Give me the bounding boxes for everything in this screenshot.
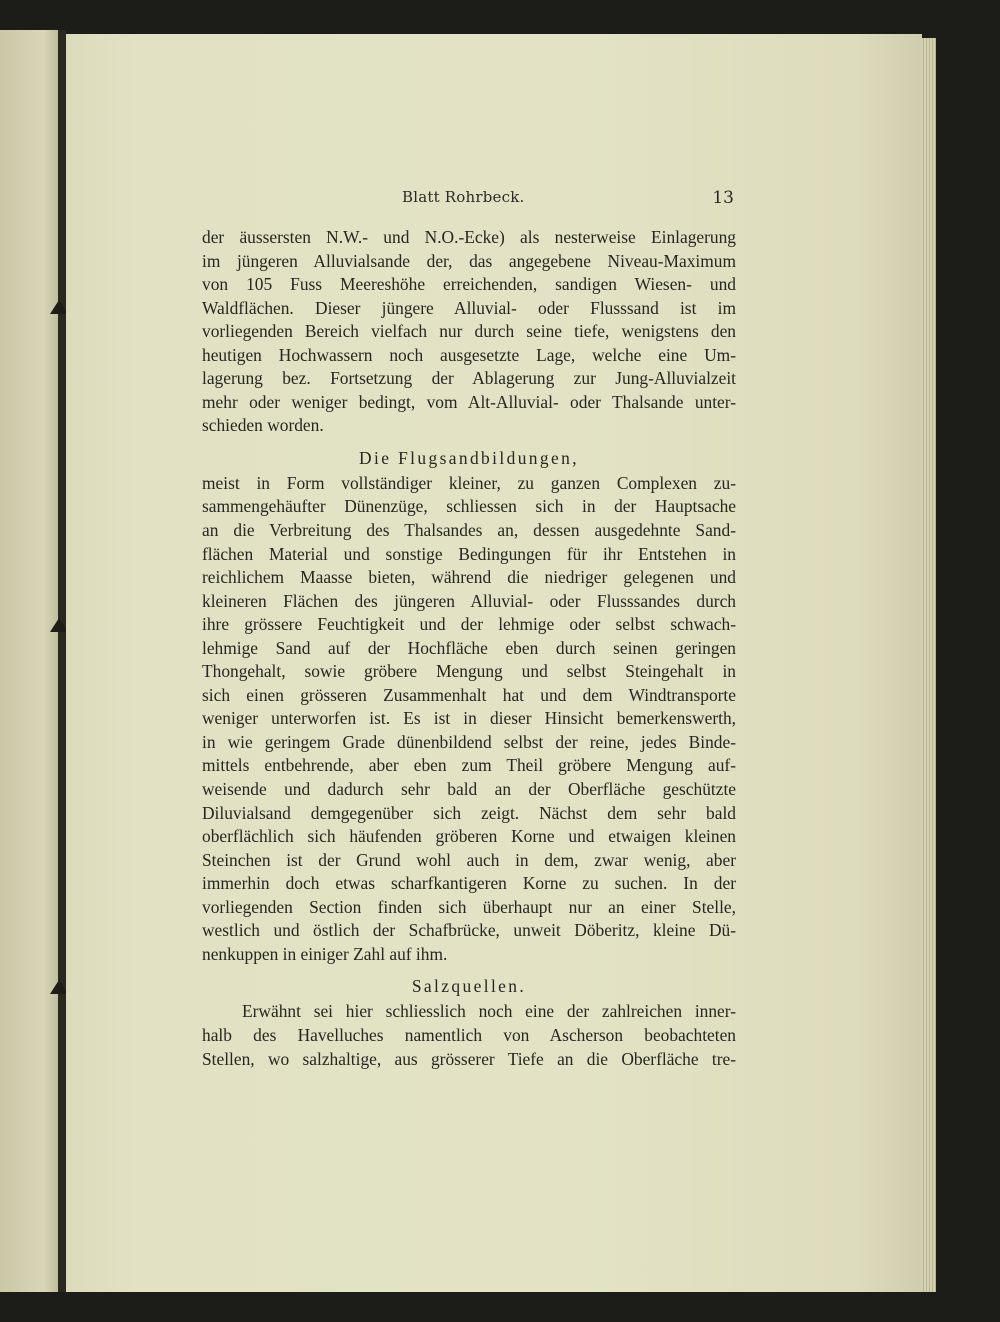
text-line: weniger unterworfen ist. Es ist in dieser Hinsicht bemerkenswerth, [202, 708, 736, 729]
section-heading-salzquellen: Salzquellen. [411, 976, 527, 997]
left-page-margin [0, 30, 62, 1292]
text-line: kleineren Flächen des jüngeren Alluvial- oder Flusssandes durch [202, 590, 736, 611]
text-line: nenkuppen in einiger Zahl auf ihm. [202, 943, 448, 964]
running-title: Blatt Rohrbeck. [402, 188, 525, 206]
text-line: heutigen Hochwassern noch ausgesetzte Lage, welche eine Um- [202, 344, 736, 365]
text-line: im jüngeren Alluvialsande der, das angegebene Niveau-Maximum [202, 250, 736, 271]
text-line: mehr oder weniger bedingt, vom Alt-Alluvial- oder Thalsande unter- [202, 391, 736, 412]
text-line: an die Verbreitung des Thalsandes an, dessen ausgedehnte Sand- [202, 520, 736, 541]
text-line: Steinchen ist der Grund wohl auch in dem, zwar wenig, aber [202, 849, 736, 870]
section-heading-flugsand: Die Flugsandbildungen, [359, 447, 579, 468]
text-line: flächen Material und sonstige Bedingungen für ihr Entstehen in [202, 543, 736, 564]
text-line: immerhin doch etwas scharfkantigeren Korne zu suchen. In der [202, 873, 736, 894]
page-header [200, 188, 740, 212]
text-line: reichlichem Maasse bieten, während die niedriger gelegenen und [202, 567, 736, 588]
page-number: 13 [712, 188, 734, 208]
book-spine [58, 30, 66, 1292]
text-line: in wie geringem Grade dünenbildend selbst der reine, jedes Binde- [202, 731, 736, 752]
text-line: Stellen, wo salzhaltige, aus grösserer Tiefe an die Oberfläche tre- [202, 1048, 736, 1069]
text-line: Waldflächen. Dieser jüngere Alluvial- oder Flusssand ist im [202, 297, 736, 318]
paragraph-3 [202, 1000, 736, 1071]
text-line: oberflächlich sich häufenden gröberen Korne und etwaigen kleinen [202, 826, 736, 847]
text-line: Thongehalt, sowie gröbere Mengung und selbst Steingehalt in [202, 661, 736, 682]
text-line: lagerung bez. Fortsetzung der Ablagerung zur Jung-Alluvialzeit [202, 368, 736, 389]
paragraph-1 [202, 226, 736, 438]
text-line: schieden worden. [202, 415, 324, 436]
text-line: halb des Havelluches namentlich von Ascherson beobachteten [202, 1024, 736, 1045]
text-line: mittels entbehrende, aber eben zum Theil gröbere Mengung auf- [202, 755, 736, 776]
text-line: vorliegenden Bereich vielfach nur durch seine tiefe, wenigstens den [202, 321, 736, 342]
text-line: sich einen grösseren Zusammenhalt hat und dem Windtransporte [202, 684, 736, 705]
text-line: meist in Form vollständiger kleiner, zu ganzen Complexen zu- [202, 472, 736, 493]
text-line: vorliegenden Section finden sich überhaupt nur an einer Stelle, [202, 896, 736, 917]
paragraph-2 [202, 472, 736, 966]
page-body [202, 226, 736, 1071]
text-line: weisende und dadurch sehr bald an der Oberfläche geschützte [202, 779, 736, 800]
text-line: westlich und östlich der Schafbrücke, unweit Döberitz, kleine Dü- [202, 920, 736, 941]
text-line: ihre grössere Feuchtigkeit und der lehmige oder selbst schwach- [202, 614, 736, 635]
text-line: der äussersten N.W.- und N.O.-Ecke) als nesterweise Einlagerung [202, 227, 736, 247]
text-line: sammengehäufter Dünenzüge, schliessen sich in der Hauptsache [202, 496, 736, 517]
text-line: Diluvialsand demgegenüber sich zeigt. Nächst dem sehr bald [202, 802, 736, 823]
text-line: lehmige Sand auf der Hochfläche eben durch seinen geringen [202, 637, 736, 658]
text-line: Erwähnt sei hier schliesslich noch eine der zahlreichen inner- [242, 1001, 736, 1022]
text-line: von 105 Fuss Meereshöhe erreichenden, sandigen Wiesen- und [202, 274, 736, 295]
